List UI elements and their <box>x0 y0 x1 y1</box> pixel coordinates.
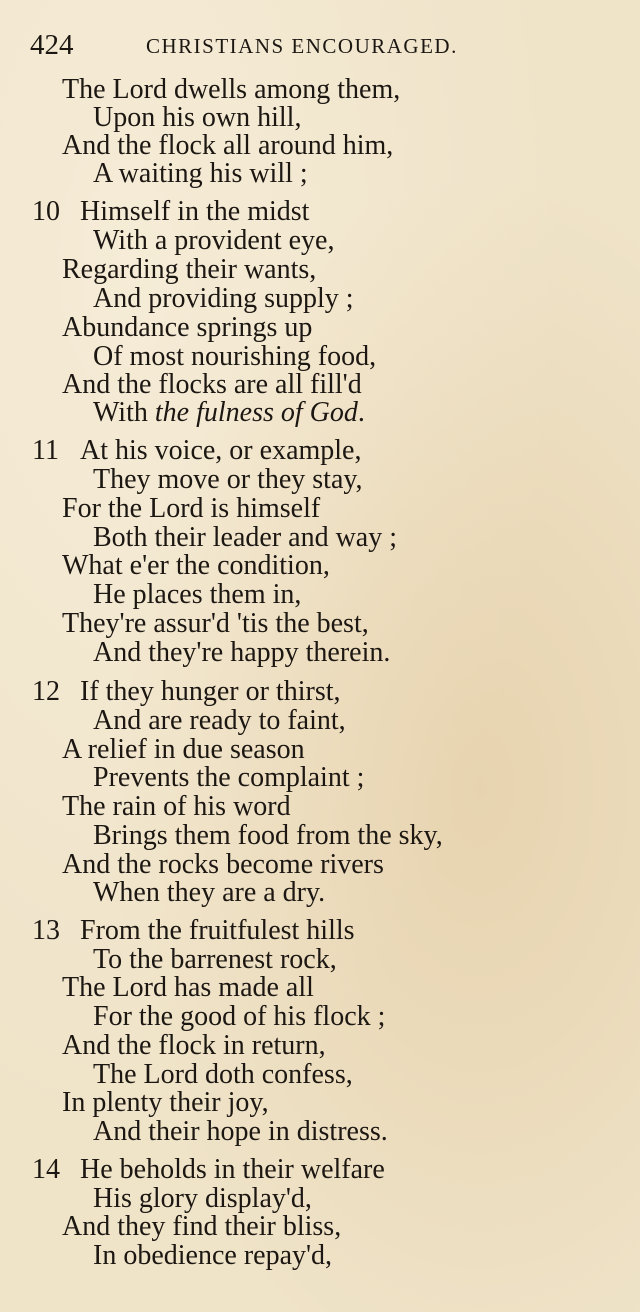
verse-line: Of most nourishing food, <box>93 341 377 372</box>
stanza-number: 11 <box>32 435 59 466</box>
verse-line: His glory display'd, <box>93 1183 312 1214</box>
stanza-number: 10 <box>32 196 60 227</box>
verse-line: He places them in, <box>93 579 302 610</box>
verse-line: Both their leader and way ; <box>93 522 398 553</box>
verse-line: They're assur'd 'tis the best, <box>62 608 369 639</box>
verse-line: Prevents the complaint ; <box>93 762 365 793</box>
stanza-number: 12 <box>32 676 60 707</box>
verse-line: The Lord doth confess, <box>93 1059 353 1090</box>
verse-line: And the rocks become rivers <box>62 849 384 880</box>
verse-line: Regarding their wants, <box>62 254 317 285</box>
stanza-number: 14 <box>32 1154 60 1185</box>
verse-line: They move or they stay, <box>93 464 363 495</box>
verse-line: From the fruitfulest hills <box>80 915 355 946</box>
verse-line: If they hunger or thirst, <box>80 676 341 707</box>
italic-phrase: the fulness of God <box>154 397 358 428</box>
verse-line: Brings them food from the sky, <box>93 820 443 851</box>
verse-line: At his voice, or example, <box>80 435 362 466</box>
verse-line: A waiting his will ; <box>93 158 308 189</box>
verse-line: Himself in the midst <box>80 196 310 227</box>
verse-line: The Lord has made all <box>62 972 314 1003</box>
verse-line: And the flock all around him, <box>62 130 394 161</box>
verse-line: He beholds in their welfare <box>80 1154 385 1185</box>
verse-line: The rain of his word <box>62 791 291 822</box>
verse-line: Upon his own hill, <box>93 102 302 133</box>
verse-line: In plenty their joy, <box>62 1087 269 1118</box>
verse-line: And the flocks are all fill'd <box>62 369 362 400</box>
verse-line: And they find their bliss, <box>62 1211 342 1242</box>
verse-line: With the fulness of God. <box>93 397 365 428</box>
verse-line: A relief in due season <box>62 734 305 765</box>
stanza-number: 13 <box>32 915 60 946</box>
verse-line: For the good of his flock ; <box>93 1001 386 1032</box>
verse-line: With a provident eye, <box>93 225 335 256</box>
page-number: 424 <box>30 29 74 61</box>
verse-line: For the Lord is himself <box>62 493 321 524</box>
verse-line: And are ready to faint, <box>93 705 346 736</box>
running-title: CHRISTIANS ENCOURAGED. <box>146 34 458 58</box>
verse-line: The Lord dwells among them, <box>62 74 401 105</box>
verse-line: And their hope in distress. <box>93 1116 388 1147</box>
page-header <box>30 28 620 62</box>
verse-line: In obedience repay'd, <box>93 1240 333 1271</box>
verse-line: What e'er the condition, <box>62 550 330 581</box>
verse-line: Abundance springs up <box>62 312 313 343</box>
verse-line: To the barrenest rock, <box>93 944 337 975</box>
verse-line: When they are a dry. <box>93 877 326 908</box>
verse-line: And the flock in return, <box>62 1030 326 1061</box>
verse-line: And they're happy therein. <box>93 637 391 668</box>
verse-line: And providing supply ; <box>93 283 354 314</box>
